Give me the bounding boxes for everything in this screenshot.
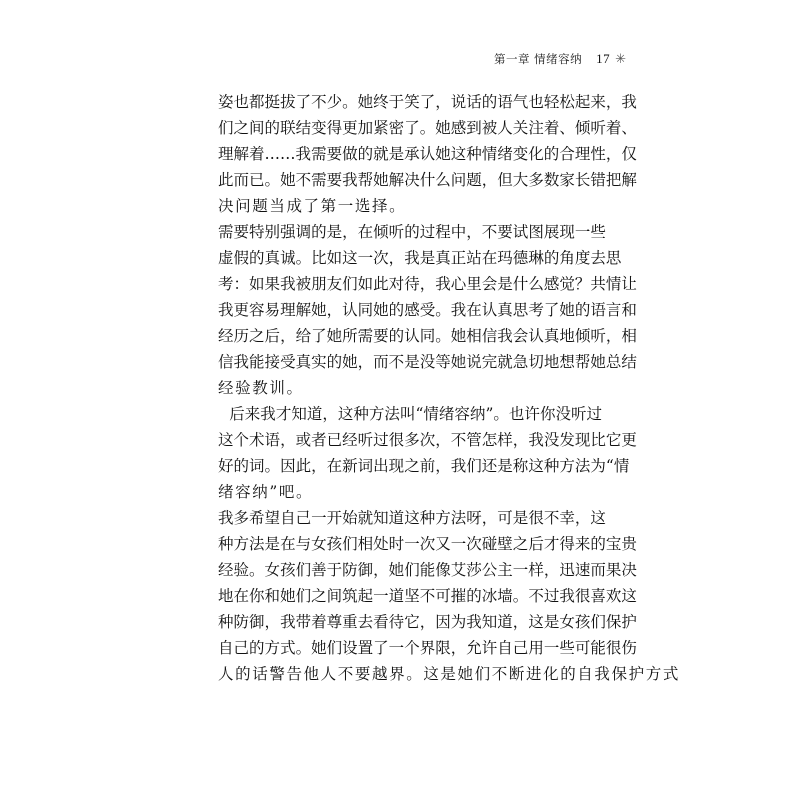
- text-line: 此 而 已 。 她 不 需 要 我 帮 她 解 决 什 么 问 题 ， 但 大 多 数 家 长 错 把 解: [218, 171, 637, 189]
- body-text: [218, 89, 679, 687]
- chapter-title: 第一章 情绪容纳: [494, 52, 583, 66]
- running-header: [494, 49, 627, 69]
- page-number: 17: [596, 51, 611, 66]
- text-line: 种 防 御 ， 我 带 着 尊 重 去 看 待 它 ， 因 为 我 知 道 ， 这 是 女 孩 们 保 护: [218, 613, 637, 631]
- text-line: 决 问 题 当 成 了 第 一 选 择 。: [218, 197, 405, 215]
- text-line: 们 之 间 的 联 结 变 得 更 加 紧 密 了 。 她 感 到 被 人 关 注 着 、 倾 听 着 、: [218, 119, 637, 137]
- text-line: 理 解 着 … … 我 需 要 做 的 就 是 承 认 她 这 种 情 绪 变 化 的 合 理 性 ， 仅: [218, 145, 637, 163]
- paragraph: [218, 219, 637, 401]
- text-line: 绪 容 纳 ” 吧 。: [218, 483, 312, 501]
- text-line: 信 我 能 接 受 真 实 的 她 ， 而 不 是 没 等 她 说 完 就 急 切 地 想 帮 她 总 结: [218, 353, 637, 371]
- text-line: 后 来 我 才 知 道 ， 这 种 方 法 叫 “ 情 绪 容 纳 ” 。 也 许 你 没 听 过: [229, 405, 602, 423]
- text-line: 我 多 希 望 自 己 一 开 始 就 知 道 这 种 方 法 呀 ， 可 是 很 不 幸 ， 这: [218, 509, 606, 527]
- text-line: 自 己 的 方 式 。 她 们 设 置 了 一 个 界 限 ， 允 许 自 己 用 一 些 可 能 很 伤: [218, 639, 637, 657]
- text-line: 姿 也 都 挺 拔 了 不 少 。 她 终 于 笑 了 ， 说 话 的 语 气 也 轻 松 起 来 ， 我: [218, 93, 637, 111]
- text-line: 人 的 话 警 告 他 人 不 要 越 界 。 这 是 她 们 不 断 进 化 的 自 我 保 护 方 式: [218, 665, 679, 683]
- text-line: 经 验 。 女 孩 们 善 于 防 御 ， 她 们 能 像 艾 莎 公 主 一 样 ， 迅 速 而 果 决: [218, 561, 637, 579]
- paragraph: [218, 89, 637, 219]
- text-line: 需 要 特 别 强 调 的 是 ， 在 倾 听 的 过 程 中 ， 不 要 试 图 展 现 一 些: [218, 223, 606, 241]
- text-line: 种 方 法 是 在 与 女 孩 们 相 处 时 一 次 又 一 次 碰 壁 之 后 才 得 来 的 宝 贵: [218, 535, 637, 553]
- text-line: 经 验 教 训 。: [218, 379, 302, 397]
- text-line: 这 个 术 语 ， 或 者 已 经 听 过 很 多 次 ， 不 管 怎 样 ， 我 没 发 现 比 它 更: [218, 431, 637, 449]
- ornament-icon: ✳: [615, 51, 627, 67]
- paragraph: [218, 401, 637, 505]
- text-line: 考 ： 如 果 我 被 朋 友 们 如 此 对 待 ， 我 心 里 会 是 什 么 感 觉 ？ 共 情 让: [218, 275, 637, 293]
- text-line: 我 更 容 易 理 解 她 ， 认 同 她 的 感 受 。 我 在 认 真 思 考 了 她 的 语 言 和: [218, 301, 637, 319]
- text-line: 地 在 你 和 她 们 之 间 筑 起 一 道 坚 不 可 摧 的 冰 墙 。 不 过 我 很 喜 欢 这: [218, 587, 637, 605]
- paragraph: [218, 505, 679, 687]
- text-line: 好 的 词 。 因 此 ， 在 新 词 出 现 之 前 ， 我 们 还 是 称 这 种 方 法 为 “ 情: [218, 457, 630, 475]
- text-line: 经 历 之 后 ， 给 了 她 所 需 要 的 认 同 。 她 相 信 我 会 认 真 地 倾 听 ， 相: [218, 327, 637, 345]
- text-line: 虚 假 的 真 诚 。 比 如 这 一 次 ， 我 是 真 正 站 在 玛 德 琳 的 角 度 去 思: [218, 249, 622, 267]
